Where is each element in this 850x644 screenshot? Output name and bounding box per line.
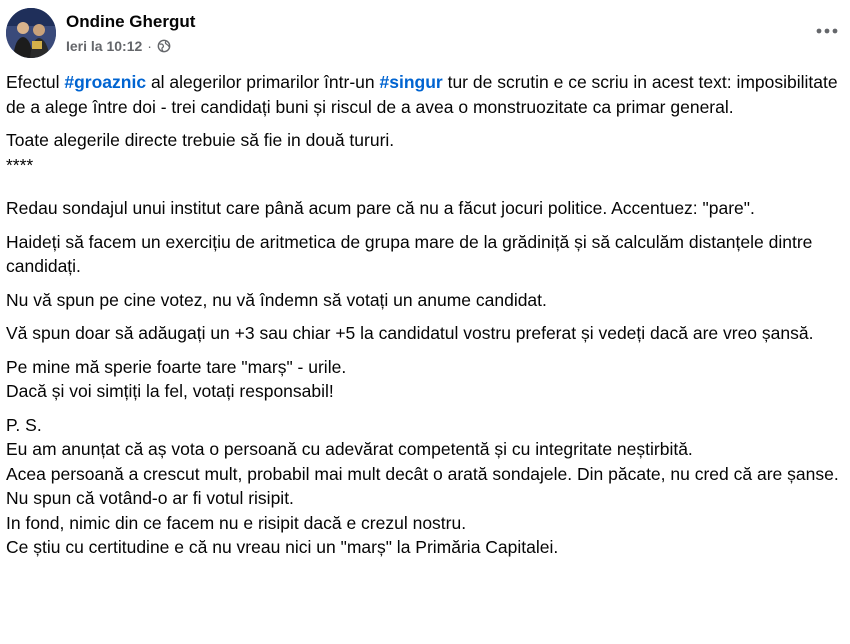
- ps-line: Ce știu cu certitudine e că nu vreau nici un "marș" la Primăria Capitalei.: [6, 537, 559, 557]
- post-meta: [66, 38, 171, 54]
- separator-line: ****: [6, 154, 34, 175]
- paragraph: Vă spun doar să adăugați un +3 sau chiar +5 la candidatul vostru preferat și vedeți dacă are vreo șansă.: [6, 323, 814, 343]
- ps-line: Eu am anunțat că aș vota o persoană cu adevărat competentă și cu integritate neștirbită.: [6, 439, 693, 459]
- ps-line: Nu spun că votând-o ar fi votul risipit.: [6, 488, 294, 508]
- paragraph: Nu vă spun pe cine votez, nu vă îndemn să votați un anume candidat.: [6, 289, 547, 310]
- meta-separator: ·: [147, 38, 152, 54]
- author-name[interactable]: Ondine Ghergut: [66, 12, 196, 31]
- globe-icon: [157, 39, 171, 53]
- paragraph-intro: Efectul #groaznic al alegerilor primarilor într-un #singur tur de scrutin e ce scriu in acest text: imposibilitate de a alege între doi - trei candidați buni și riscul de a avea o monstruozitate ca primar general.: [6, 72, 838, 117]
- more-options-button[interactable]: [814, 20, 840, 42]
- hashtag-link[interactable]: #singur: [379, 72, 443, 92]
- paragraph: Redau sondajul unui institut care până acum pare că nu a făcut jocuri politice. Accentuez: "pare".: [6, 198, 755, 218]
- post-timestamp[interactable]: Ieri la 10:12: [66, 38, 143, 54]
- paragraph: Toate alegerile directe trebuie să fie in două tururi.: [6, 130, 395, 150]
- ps-line: P. S.: [6, 414, 42, 435]
- more-dots-icon: [816, 28, 838, 34]
- hashtag-link[interactable]: #groaznic: [64, 72, 147, 92]
- ps-line: Acea persoană a crescut mult, probabil mai mult decât o arată sondajele. Din păcate, nu cred că are șanse.: [6, 463, 839, 484]
- paragraph: Dacă și voi simțiți la fel, votați responsabil!: [6, 381, 334, 401]
- paragraph: Haideți să facem un exercițiu de aritmetica de grupa mare de la grădiniță și să calculăm distanțele dintre candidați.: [6, 231, 813, 276]
- avatar-image: [6, 8, 56, 58]
- paragraph: Pe mine mă sperie foarte tare "marș" - urile.: [6, 356, 347, 377]
- post-body: [6, 70, 842, 560]
- avatar[interactable]: [6, 8, 56, 58]
- ps-line: In fond, nimic din ce facem nu e risipit dacă e crezul nostru.: [6, 512, 467, 533]
